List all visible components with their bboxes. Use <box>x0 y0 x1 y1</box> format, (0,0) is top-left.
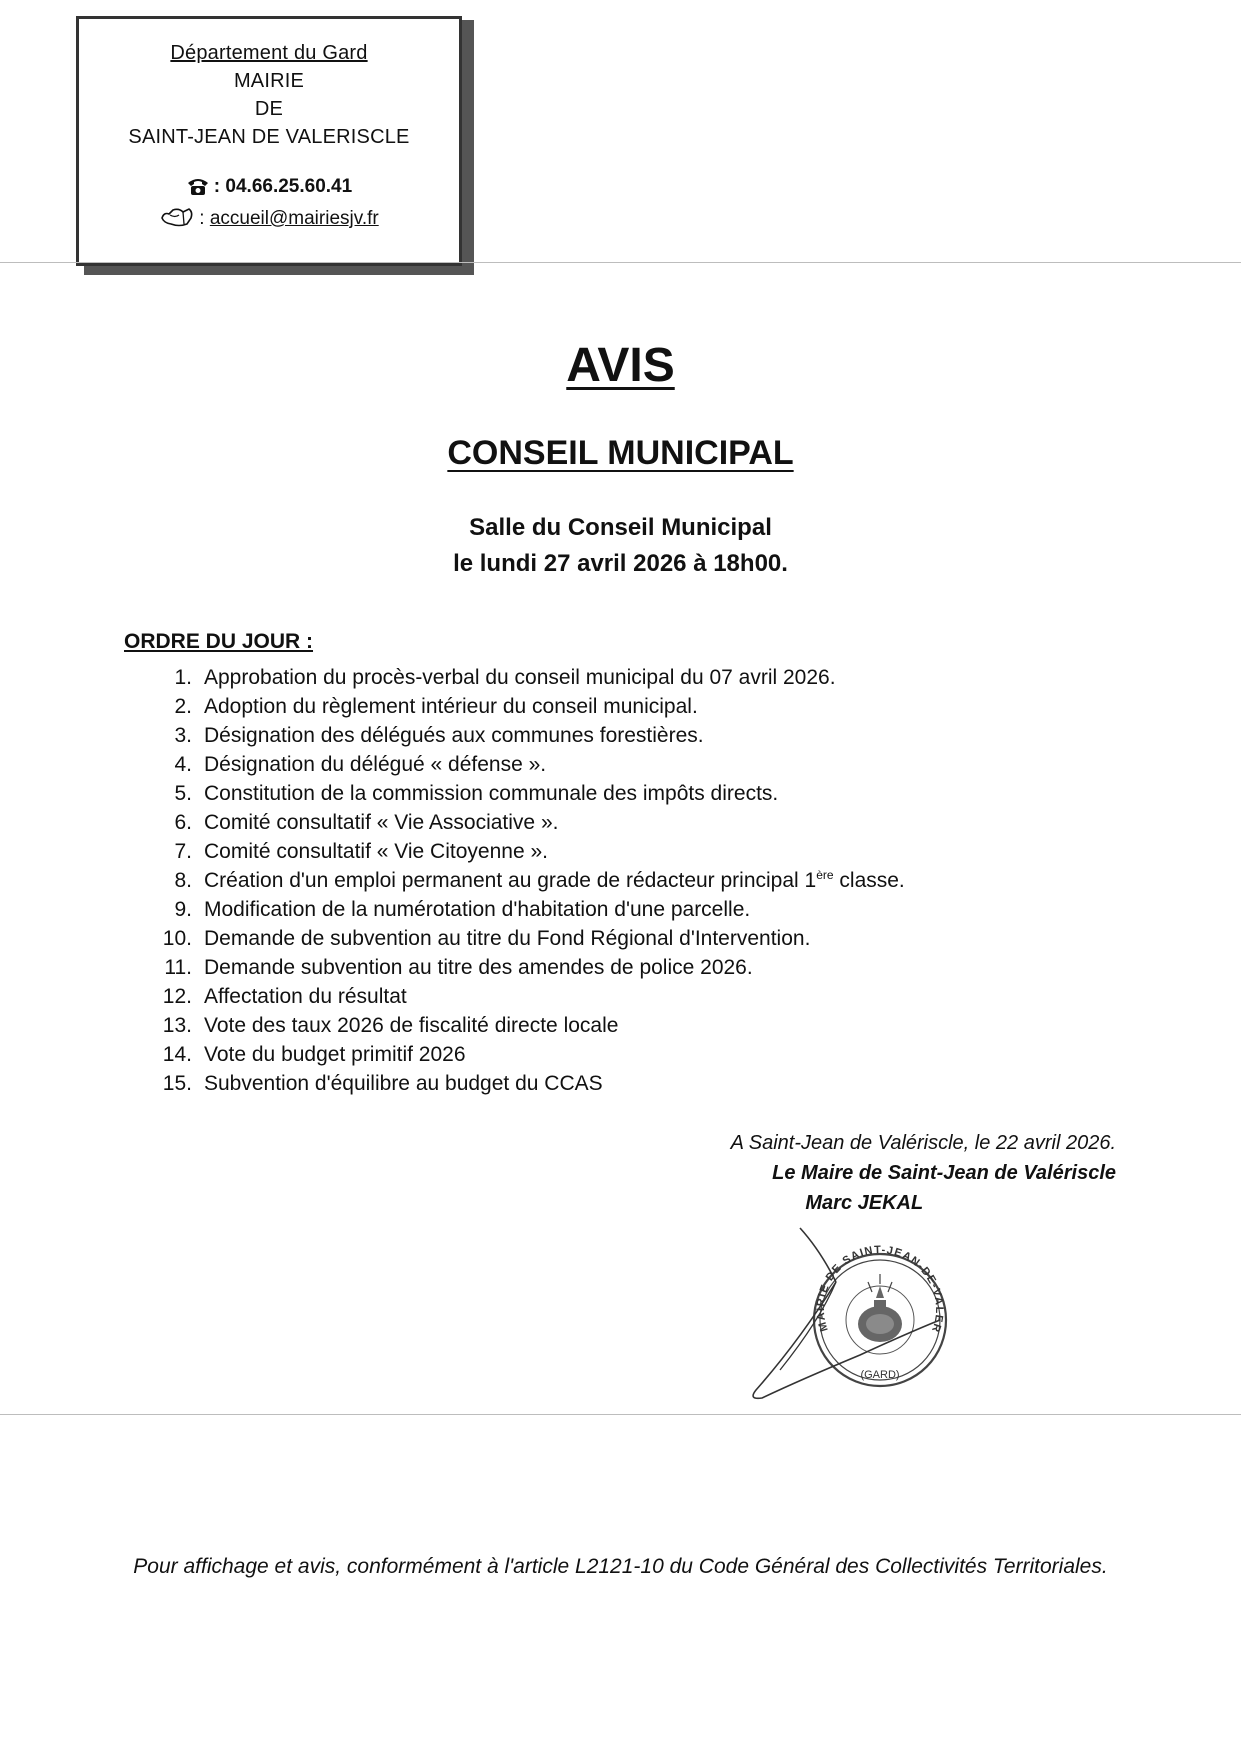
agenda-item <box>150 750 1150 779</box>
agenda-item <box>150 663 1150 692</box>
agenda-item-text: Demande de subvention au titre du Fond Régional d'Intervention. <box>204 927 811 950</box>
meeting-venue: Salle du Conseil Municipal <box>469 514 772 541</box>
council-title: CONSEIL MUNICIPAL <box>447 434 794 472</box>
agenda-item-number: 15. <box>162 1072 192 1095</box>
agenda-item-text: Vote du budget primitif 2026 <box>204 1043 466 1066</box>
agenda-item-text: Demande subvention au titre des amendes de police 2026. <box>204 956 753 979</box>
agenda-item-number: 14. <box>162 1043 192 1066</box>
agenda-item-number: 13. <box>162 1014 192 1037</box>
agenda-item-text: Vote des taux 2026 de fiscalité directe locale <box>204 1014 619 1037</box>
agenda-item-number: 2. <box>174 695 192 718</box>
agenda-item-number: 4. <box>174 753 192 776</box>
agenda-item-number: 8. <box>174 869 192 892</box>
signature-place-date: A Saint-Jean de Valériscle, le 22 avril 2026. <box>730 1132 1116 1154</box>
signature-name: Marc JEKAL <box>805 1192 924 1214</box>
agenda-item-number: 12. <box>162 985 192 1008</box>
department-name: Département du Gard <box>170 42 368 64</box>
agenda-item <box>150 866 1150 895</box>
agenda-item <box>150 692 1150 721</box>
agenda-item <box>150 837 1150 866</box>
town-name: SAINT-JEAN DE VALERISCLE <box>128 126 410 148</box>
agenda-item-text: Comité consultatif « Vie Citoyenne ». <box>204 840 548 863</box>
svg-text:MAIRIE DE SAINT-JEAN-DE-VALERI: MAIRIE DE SAINT-JEAN-DE-VALER <box>814 1244 946 1335</box>
agenda-item <box>150 1011 1150 1040</box>
agenda-item <box>150 895 1150 924</box>
agenda-item-text: Comité consultatif « Vie Associative ». <box>204 811 559 834</box>
signature-block <box>731 1128 1116 1218</box>
agenda-item-number: 6. <box>174 811 192 834</box>
agenda-item <box>150 924 1150 953</box>
phone-line <box>79 173 459 205</box>
meeting-datetime: le lundi 27 avril 2026 à 18h00. <box>453 550 788 577</box>
email-line <box>79 205 459 237</box>
legal-footer-note: Pour affichage et avis, conformément à l'article L2121-10 du Code Général des Collectivités Territoriales. <box>133 1555 1108 1578</box>
agenda-item-text: Désignation du délégué « défense ». <box>204 753 547 776</box>
email-link[interactable]: accueil@mairiesjv.fr <box>209 208 379 229</box>
agenda-item-number: 3. <box>174 724 192 747</box>
agenda-item-text: Subvention d'équilibre au budget du CCAS <box>204 1072 603 1095</box>
agenda-item-number: 11. <box>164 956 192 979</box>
telephone-icon <box>186 176 210 205</box>
de-label: DE <box>254 98 284 120</box>
stamp-seal-icon <box>740 1220 1000 1410</box>
svg-text:(GARD): (GARD) <box>860 1369 900 1381</box>
agenda-list <box>150 663 1150 1098</box>
agenda-item <box>150 779 1150 808</box>
agenda-item-text: Modification de la numérotation d'habitation d'une parcelle. <box>204 898 751 921</box>
notice-title: AVIS <box>566 339 675 392</box>
agenda-item-text: Approbation du procès-verbal du conseil municipal du 07 avril 2026. <box>204 666 836 689</box>
agenda-item <box>150 953 1150 982</box>
agenda-heading: ORDRE DU JOUR : <box>124 630 314 653</box>
agenda-item-text: Création d'un emploi permanent au grade de rédacteur principal 1ère classe. <box>204 868 905 892</box>
agenda-item <box>150 1040 1150 1069</box>
agenda-item <box>150 1069 1150 1098</box>
signature-role: Le Maire de Saint-Jean de Valériscle <box>772 1162 1116 1184</box>
agenda-item-text: Constitution de la commission communale des impôts directs. <box>204 782 779 805</box>
official-stamp-signature <box>740 1220 1000 1410</box>
superscript-ere: ère <box>816 868 834 882</box>
agenda-item-number: 10. <box>162 927 192 950</box>
agenda-item <box>150 982 1150 1011</box>
letter-icon <box>159 206 195 237</box>
agenda-item <box>150 808 1150 837</box>
agenda-item-text: Affectation du résultat <box>204 985 407 1008</box>
agenda-item <box>150 721 1150 750</box>
mairie-label: MAIRIE <box>233 70 305 92</box>
agenda-item-number: 9. <box>174 898 192 921</box>
agenda-item-text: Adoption du règlement intérieur du conseil municipal. <box>204 695 698 718</box>
email-separator: : <box>199 208 205 229</box>
agenda-item-text: Désignation des délégués aux communes forestières. <box>204 724 704 747</box>
phone-number: : 04.66.25.60.41 <box>213 176 353 197</box>
mairie-header-box <box>76 16 462 266</box>
bottom-divider <box>0 1414 1241 1415</box>
agenda-item-number: 5. <box>174 782 192 805</box>
top-divider <box>0 262 1241 263</box>
agenda-item-number: 1. <box>174 666 192 689</box>
agenda-item-number: 7. <box>174 840 192 863</box>
